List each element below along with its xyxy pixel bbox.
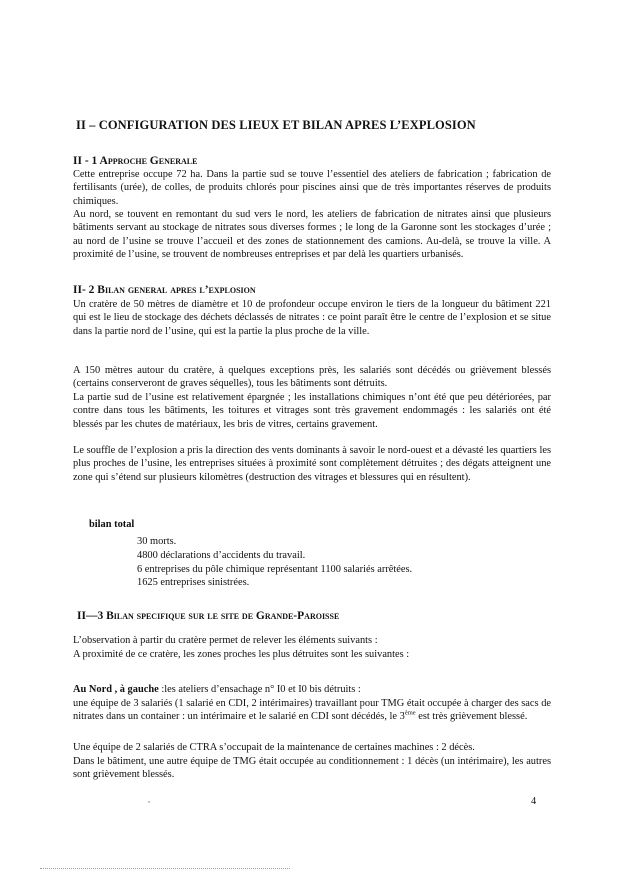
section2-paragraph-4: Le souffle de l’explosion a pris la direction des vents dominants à savoir le nord-ouest et a dévasté les quartiers les plus proches de l’usine, les entreprises situées à proximité sont complètement détruites ; des dégats atteignent une zone qui s’étend sur plusieurs kilomètres (destruction des vitrages et blessures qui en résultent). (73, 445, 551, 483)
section2-paragraph-3: La partie sud de l’usine est relativement épargnée ; les installations chimiques n’ont été que peu détériorées, par contre dans tous les bâtiments, les toitures et vitrages sont très gravement endommagés : les salariés ont été blessés par les chutes de matériaux, les bris de vitres, certains gravement. (73, 392, 551, 430)
section1-paragraph-1: Cette entreprise occupe 72 ha. Dans la partie sud se touve l’essentiel des ateliers de fabrication ; fabrication de fertilisants (urée), de colles, de produits chlorés pour piscines ainsi que de très importantes réserves de produits chimiques. (73, 169, 551, 207)
bilan-total-label: bilan total (89, 519, 135, 530)
section3-intro-2: A proximité de ce cratère, les zones proches les plus détruites sont les suivantes : (73, 649, 410, 660)
section3-paragraph-3: Dans le bâtiment, une autre équipe de TMG était occupée au conditionnement : 1 décès (un intérimaire), les autres sont grièvement blessés. (73, 756, 551, 781)
section3-heading: II—3 Bilan specifique sur le site de Grande-Paroisse (77, 610, 340, 622)
bilan-item: 6 entreprises du pôle chimique représentant 1100 salariés arrêtées. (137, 563, 413, 575)
section3-intro-1: L’observation à partir du cratère permet de relever les éléments suivants : (73, 635, 378, 646)
section3-paragraph-1 (73, 697, 551, 724)
bilan-item: 1625 entreprises sinistrées. (137, 577, 250, 589)
north-zone-text: :les ateliers d’ensachage n° I0 et I0 bis détruits : (158, 684, 361, 695)
ordinal-superscript: ème (404, 709, 416, 717)
team-tmg-text: une équipe de 3 salariés (1 salarié en CDI, 2 intérimaires) travaillant pour TMG était occupée à charger des sacs de nitrates dans un container : un intérimaire et le salarié en CDI sont décédés, le 3 (73, 698, 551, 723)
bilan-item: 30 morts. (137, 536, 177, 547)
page-number: 4 (531, 796, 537, 807)
north-zone-label: Au Nord , à gauche (73, 684, 159, 695)
section2-paragraph-1: Un cratère de 50 mètres de diamètre et 10 de profondeur occupe environ le tiers de la longueur du bâtiment 221 qui est le lieu de stockage des déchets déclassés de nitrates : ce point paraît être le centre de l’explosion et se situe dans la partie nord de l’usine, qui est la partie la plus proche de la ville. (73, 299, 551, 337)
main-heading: II – CONFIGURATION DES LIEUX ET BILAN APRES L’EXPLOSION (76, 118, 476, 132)
section1-paragraph-2: Au nord, se touvent en remontant du sud vers le nord, les ateliers de fabrication de nitrates ainsi que plusieurs bâtiments servant au stockage de nitrates sous diverses formes ; le long de la Garonne sont les stockages d’urée ; au nord de l’usine se trouve l’accueil et des zones de stationnement des camions. Au-delà, se trouve la ville. A proximité de l’usine, se trouvent de nombreuses entreprises et par delà les quartiers urbanisés. (73, 209, 551, 261)
section2-heading: II- 2 Bilan general apres l’explosion (73, 284, 256, 296)
team-tmg-text-end: est très grièvement blessé. (415, 711, 528, 723)
bilan-item: 4800 déclarations d’accidents du travail. (137, 549, 306, 561)
bilan-list (137, 535, 517, 590)
section3-paragraph-2: Une équipe de 2 salariés de CTRA s’occupait de la maintenance de certaines machines : 2 décès. (73, 742, 475, 753)
scan-speck (148, 801, 150, 803)
section2-paragraph-2: A 150 mètres autour du cratère, à quelques exceptions près, les salariés sont décédés ou grièvement blessés (certains conserveront de graves séquelles), tous les bâtiments sont détruits. (73, 365, 551, 390)
section1-heading: II - 1 Approche Generale (73, 155, 198, 167)
north-zone-line (73, 683, 551, 696)
scan-footer-noise (40, 868, 290, 872)
